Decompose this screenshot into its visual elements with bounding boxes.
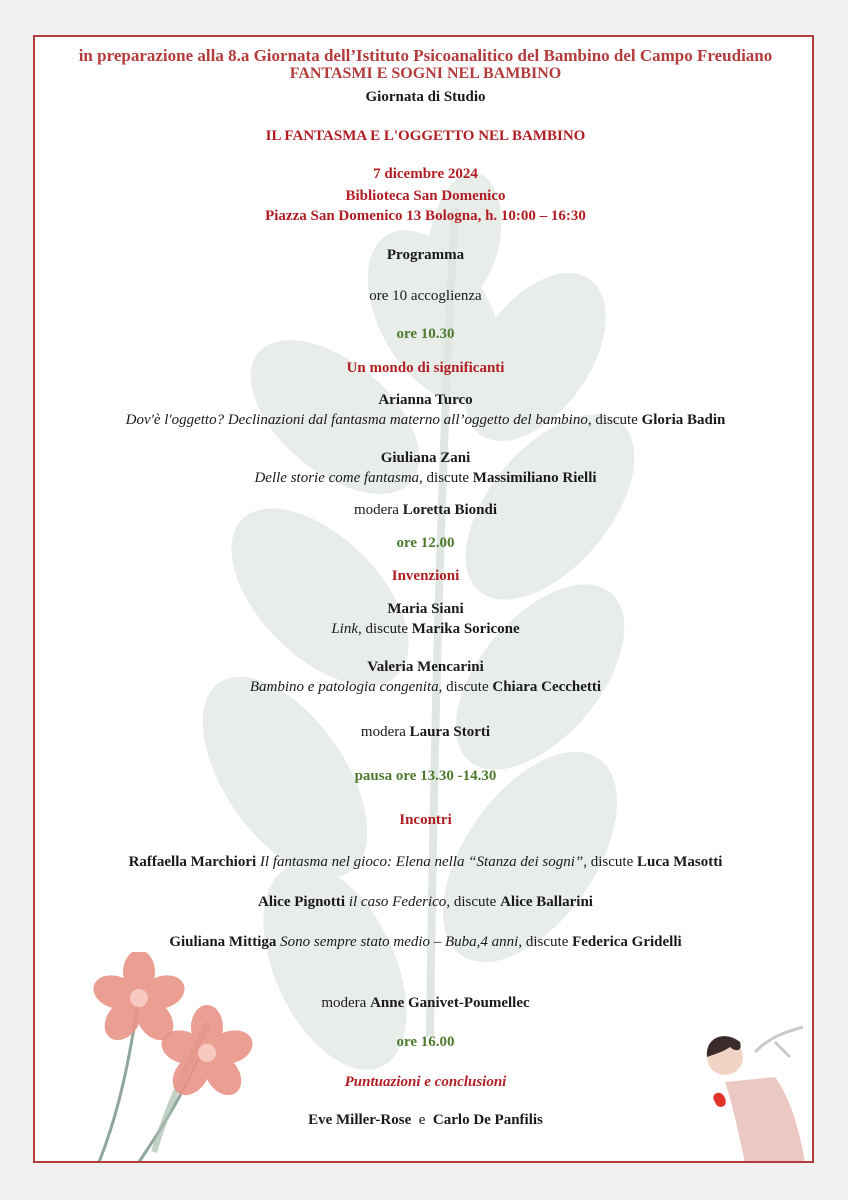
modera-label: modera	[353, 502, 403, 518]
moderator-name: Laura Storti	[409, 724, 491, 740]
modera-label: modera	[360, 724, 410, 740]
talk-details	[35, 411, 814, 429]
theme-title: FANTASMI E SOGNI NEL BAMBINO	[289, 65, 562, 82]
talk-speaker: Giuliana Mittiga	[169, 934, 277, 950]
discute-label: , discute	[419, 470, 473, 486]
welcome-line: ore 10 accoglienza	[369, 288, 482, 304]
intro-line: in preparazione alla 8.a Giornata dell’Istituto Psicoanalitico del Bambino del Campo Freudiano	[78, 46, 773, 65]
talk-discussant: Gloria Badin	[641, 412, 726, 428]
session3-title: Incontri	[399, 812, 452, 828]
program-heading: Programma	[386, 247, 465, 263]
talk-speaker: Maria Siani	[387, 601, 464, 617]
session1-moderator	[35, 501, 814, 519]
talk-speaker: Giuliana Zani	[380, 450, 471, 466]
talk-speaker: Valeria Mencarini	[367, 659, 484, 675]
pause-line: pausa ore 13.30 -14.30	[354, 768, 497, 784]
discute-label: , discute	[446, 894, 501, 910]
session1-time: ore 10.30	[396, 326, 455, 342]
event-address: Piazza San Domenico 13 Bologna, h. 10:00 – 16:30	[265, 208, 586, 224]
modera-label: modera	[321, 995, 371, 1011]
talk-discussant: Alice Ballarini	[500, 894, 593, 910]
talk-discussant: Luca Masotti	[637, 854, 723, 870]
event-venue: Biblioteca San Domenico	[345, 188, 506, 204]
flyer-page	[33, 35, 814, 1163]
closing-time: ore 16.00	[396, 1034, 455, 1050]
event-title: IL FANTASMA E L'OGGETTO NEL BAMBINO	[265, 128, 586, 144]
talk-discussant: Federica Gridelli	[572, 934, 682, 950]
talk-discussant: Marika Soricone	[411, 621, 520, 637]
discute-label: , discute	[587, 412, 642, 428]
talk-discussant: Massimiliano Rielli	[472, 470, 597, 486]
closing-title: Puntuazioni e conclusioni	[344, 1074, 507, 1090]
talk-details	[35, 678, 814, 696]
closing-speaker: Carlo De Panfilis	[432, 1112, 543, 1128]
talk-speaker: Raffaella Marchiori	[128, 854, 257, 870]
talk-line	[35, 933, 814, 951]
session2-title: Invenzioni	[391, 568, 460, 584]
talk-line	[35, 893, 814, 911]
talk-title: Il fantasma nel gioco: Elena nella “Stanza dei sogni”	[259, 854, 584, 870]
session2-moderator	[35, 723, 814, 741]
talk-details	[35, 469, 814, 487]
talk-speaker: Arianna Turco	[378, 392, 473, 408]
talk-details	[35, 620, 814, 638]
event-date: 7 dicembre 2024	[373, 166, 478, 182]
closing-speaker: Eve Miller-Rose	[308, 1112, 412, 1128]
joiner-text: e	[418, 1112, 426, 1128]
talk-title: Delle storie come fantasma	[254, 470, 420, 486]
moderator-name: Loretta Biondi	[402, 502, 498, 518]
flower-illustration	[59, 952, 259, 1162]
discute-label: , discute	[358, 621, 412, 637]
discute-label: , discute	[518, 934, 573, 950]
discute-label: , discute	[438, 679, 493, 695]
talk-title: Sono sempre stato medio – Buba,4 anni	[280, 934, 519, 950]
talk-title: Link	[331, 621, 358, 637]
talk-title: Bambino e patologia congenita	[249, 679, 439, 695]
event-type: Giornata di Studio	[365, 89, 486, 105]
talk-title: Dov'è l'oggetto? Declinazioni dal fantasma materno all’oggetto del bambino	[125, 412, 588, 428]
talk-line	[35, 853, 814, 871]
talk-title: il caso Federico	[348, 894, 447, 910]
talk-discussant: Chiara Cecchetti	[492, 679, 602, 695]
talk-speaker: Alice Pignotti	[258, 894, 346, 910]
session1-title: Un mondo di significanti	[346, 360, 505, 376]
discute-label: , discute	[583, 854, 637, 870]
session2-time: ore 12.00	[396, 535, 455, 551]
session3-moderator	[35, 994, 814, 1012]
closing-speakers	[35, 1111, 814, 1129]
moderator-name: Anne Ganivet-Poumellec	[370, 995, 530, 1011]
